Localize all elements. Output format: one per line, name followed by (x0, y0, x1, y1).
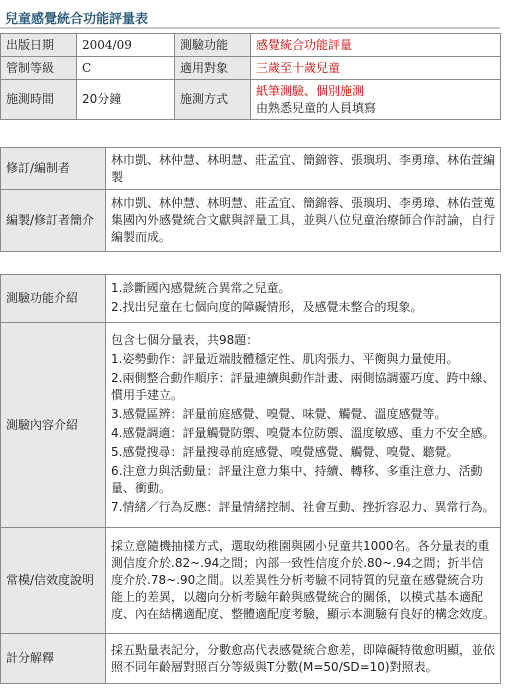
content-item: 4.感覺調適：評量觸覺防禦、嗅覺本位防禦、溫度敏感、重力不安全感。 (111, 426, 495, 440)
reviser-value: 林巾凱、林仲慧、林明慧、莊孟宜、簡錦蓉、張璵玥、李勇璋、林佑萱編製 (106, 148, 501, 190)
content-item: 3.感覺區辨：評量前庭感覺、嗅覺、味覺、觸覺、溫度感覺等。 (111, 407, 447, 421)
norm-label: 常模/信效度說明 (1, 528, 106, 634)
function-value: 感覺統合功能評量 (251, 34, 501, 57)
scoring-value: 採五點量表記分，分數愈高代表感覺統合愈差，即障礙特徵愈明顯，並依照不同年齡層對照百分等級與T分數(M=50/SD=10)對照表。 (106, 634, 501, 684)
content-item: 6.注意力與活動量：評量注意力集中、持續、轉移、多重注意力、活動量、衝動。 (111, 464, 483, 495)
time-label: 施測時間 (1, 80, 77, 120)
page-title: 兒童感覺統合功能評量表 (5, 12, 149, 27)
pub-date-value: 2004/09 (77, 34, 175, 57)
test-content-value (106, 323, 501, 528)
basic-info-table (0, 33, 501, 120)
time-value: 20分鐘 (77, 80, 175, 120)
level-label: 管制等級 (1, 57, 77, 80)
title-bar (0, 5, 500, 29)
author-intro-label: 編製/修訂者簡介 (1, 190, 106, 252)
function-item: 1.診斷國內感覺統合異常之兒童。 (111, 280, 291, 295)
level-value: C (77, 57, 175, 80)
author-intro-value: 林巾凱、林仲慧、林明慧、莊孟宜、簡錦蓉、張璵玥、李勇璋、林佑萱蒐集國內外感覺統合文獻與評量工具，並與八位兒童治療師合作討論，自行編製而成。 (106, 190, 501, 252)
content-intro: 包含七個分量表，共98題： (111, 333, 259, 347)
details-table (0, 274, 501, 684)
content-item: 5.感覺搜尋：評量搜尋前庭感覺、嗅覺感覺、觸覺、嗅覺、聽覺。 (111, 445, 459, 459)
method-value (251, 80, 501, 120)
pub-date-label: 出版日期 (1, 34, 77, 57)
authors-table (0, 147, 501, 252)
method-line-2: 由熟悉兒童的人員填寫 (256, 100, 377, 115)
test-content-label: 測驗內容介紹 (1, 323, 106, 528)
function-item: 2.找出兒童在七個向度的障礙情形，及感覺未整合的現象。 (111, 299, 423, 314)
reviser-label: 修訂/編制者 (1, 148, 106, 190)
method-line-1: 紙筆測驗、個別施測 (256, 83, 365, 98)
content-item: 2.兩側整合動作順序：評量連續與動作計畫、兩側協調靈巧度、跨中線、慣用手建立。 (111, 371, 495, 402)
test-function-value (106, 275, 501, 323)
content-item: 7.情緒／行為反應：評量情緒控制、社會互動、挫折容忍力、異常行為。 (111, 500, 495, 514)
scoring-label: 計分解釋 (1, 634, 106, 684)
norm-value: 採立意隨機抽樣方式，選取幼稚園與國小兒童共1000名。各分量表的重測信度介於.82~.94之間；內部一致性信度介於.80~.94之間；折半信度介於.78~.90之間。以差異性分析考驗不同特質的兒童在感覺統合功能上的差異，以趨向分析考驗年齡與感覺統合的關係，以模式基本適配度、內在結構適配度、整體適配度考驗，顯示本測驗有良好的構念效度。 (106, 528, 501, 634)
target-value: 三歲至十歲兒童 (251, 57, 501, 80)
content-item: 1.姿勢動作：評量近端肢體穩定性、肌肉張力、平衡與力量使用。 (111, 352, 459, 366)
target-label: 適用對象 (175, 57, 251, 80)
function-label: 測驗功能 (175, 34, 251, 57)
method-label: 施測方式 (175, 80, 251, 120)
test-function-label: 測驗功能介紹 (1, 275, 106, 323)
